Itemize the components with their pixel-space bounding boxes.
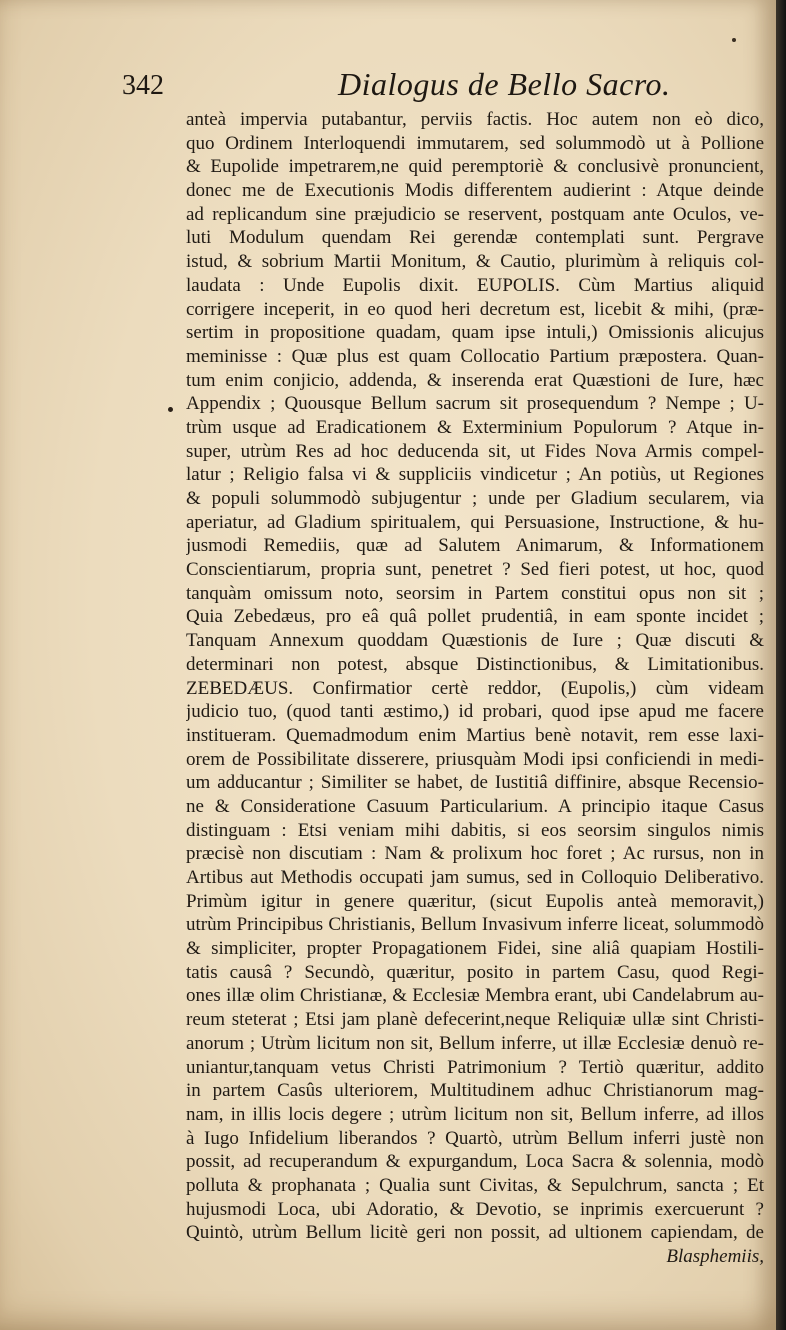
text-line: polluta & prophanata ; Qualia sunt Civitas, & Sepulchrum, sancta ; Et: [186, 1174, 764, 1196]
text-line: à Iugo Infidelium liberandos ? Quartò, utrùm Bellum inferri justè non: [186, 1127, 764, 1149]
margin-mark: [168, 407, 173, 412]
text-line: corrigere inceperit, in eo quod heri decretum est, licebit & mihi, (præ-: [186, 298, 764, 320]
text-line: meminisse : Quæ plus est quam Collocatio Partium præpostera. Quan-: [186, 345, 764, 367]
text-line: distinguam : Etsi veniam mihi dabitis, si eos seorsim singulos nimis: [186, 819, 764, 841]
text-line: tanquàm omissum noto, seorsim in Partem constitui opus non sit ;: [186, 582, 764, 604]
book-gutter: [776, 0, 786, 1330]
text-line: institueram. Quemadmodum enim Martius benè notavit, rem esse laxi-: [186, 724, 764, 746]
text-line: judicio tuo, (quod tanti æstimo,) id probari, quod ipse apud me facere: [186, 701, 764, 723]
text-line: possit, ad recuperandum & expurgandum, Loca Sacra & solennia, modò: [186, 1151, 764, 1173]
text-line: anorum ; Utrùm licitum non sit, Bellum inferre, ut illæ Ecclesiæ denuò re-: [186, 1032, 764, 1054]
text-line: & Eupolide impetrarem,ne quid peremptoriè & conclusivè pronuncient,: [186, 156, 764, 178]
text-line: nam, in illis locis degere ; utrùm licitum non sit, Bellum inferre, ad illos: [186, 1103, 764, 1125]
text-line: præcisè non discutiam : Nam & prolixum hoc foret ; Ac rursus, non in: [186, 843, 764, 865]
text-line: istud, & sobrium Martii Monitum, & Cautio, plurimùm à reliquis col-: [186, 251, 764, 273]
text-line: Artibus aut Methodis occupati jam sumus, sed in Colloquio Deliberativo.: [186, 867, 764, 888]
text-line: Tanquam Annexum quoddam Quæstionis de Iure ; Quæ discuti &: [186, 630, 764, 652]
text-line: Primùm igitur in genere quæritur, (sicut Eupolis anteà memoravit,): [186, 890, 764, 912]
text-line: sertim in propositione quadam, quam ipse intuli,) Omissionis alicujus: [186, 322, 764, 344]
text-line: determinari non potest, absque Distinctionibus, & Limitationibus.: [186, 653, 764, 675]
text-line: Conscientiarum, propria sunt, penetret ? Sed fieri potest, ut hoc, quod: [186, 559, 764, 581]
running-head: Dialogus de Bello Sacro.: [338, 66, 671, 102]
body-text: [186, 108, 764, 1269]
text-line: um adducantur ; Similiter se habet, de Iustitiâ diffinire, absque Recensio-: [186, 772, 764, 794]
text-line: Quintò, utrùm Bellum licitè geri non possit, ad ultionem capiendam, de: [186, 1222, 764, 1244]
text-line: hujusmodi Loca, ubi Adoratio, & Devotio, se inprimis exercuerunt ?: [186, 1198, 764, 1220]
page-number: 342: [122, 70, 164, 101]
text-line: donec me de Executionis Modis differentem audierint : Atque deinde: [186, 180, 764, 202]
text-line: uniantur,tanquam vetus Christi Patrimonium ? Tertiò quæritur, addito: [186, 1056, 764, 1078]
text-line: Quia Zebedæus, pro eâ quâ pollet prudentiâ, in eam sponte incidet ;: [186, 606, 764, 628]
ink-spot: [732, 38, 736, 42]
text-line: latur ; Religio falsa vi & suppliciis vindicetur ; An potiùs, ut Regiones: [186, 464, 764, 486]
text-line: aperiatur, ad Gladium spiritualem, qui Persuasione, Instructione, & hu-: [186, 511, 764, 533]
text-line: tatis causâ ? Secundò, quæritur, posito in partem Casu, quod Regi-: [186, 961, 764, 983]
text-line: jusmodi Remediis, quæ ad Salutem Animarum, & Informationem: [186, 535, 764, 557]
catchword: Blasphemiis,: [666, 1246, 764, 1267]
text-line: quo Ordinem Interloquendi immutarem, sed solummodò ut à Pollione: [186, 132, 764, 154]
text-line: ad replicandum sine præjudicio se reservent, postquam ante Oculos, ve-: [186, 203, 764, 225]
text-line: reum steterat ; Etsi jam planè defecerint,neque Reliquiæ ullæ sint Christi-: [186, 1009, 764, 1031]
text-line: trùm usque ad Eradicationem & Exterminium Populorum ? Atque in-: [186, 416, 764, 438]
text-line: utrùm Principibus Christianis, Bellum Invasivum inferre liceat, solummodò: [186, 914, 764, 936]
text-line: anteà impervia putabantur, perviis factis. Hoc autem non eò dico,: [186, 109, 764, 130]
text-line: & populi solummodò subjugentur ; unde per Gladium secularem, via: [186, 488, 764, 509]
text-line: ne & Consideratione Casuum Particularium. A principio itaque Casus: [186, 795, 764, 817]
text-line: & simpliciter, propter Propagationem Fidei, sine aliâ quapiam Hostili-: [186, 938, 764, 960]
text-line: luti Modulum quendam Rei gerendæ contemplati sunt. Pergrave: [186, 227, 764, 249]
text-line: laudata : Unde Eupolis dixit. EUPOLIS. Cùm Martius aliquid: [186, 274, 764, 296]
text-line: tum enim conjicio, addenda, & inserenda erat Quæstioni de Iure, hæc: [186, 369, 764, 391]
text-line: in partem Casûs ulteriorem, Multitudinem adhuc Christianorum mag-: [186, 1080, 764, 1102]
text-line: ones illæ olim Christianæ, & Ecclesiæ Membra erant, ubi Candelabrum au-: [186, 985, 764, 1007]
text-line: Appendix ; Quousque Bellum sacrum sit prosequendum ? Nempe ; U-: [186, 393, 764, 415]
text-line: orem de Possibilitate disserere, priusquàm Modi ipsi conficiendi in medi-: [186, 748, 764, 770]
text-line: super, utrùm Res ad hoc deducenda sit, ut Fides Nova Armis compel-: [186, 440, 764, 462]
text-line: ZEBEDÆUS. Confirmatior certè reddor, (Eupolis,) cùm videam: [186, 677, 764, 699]
